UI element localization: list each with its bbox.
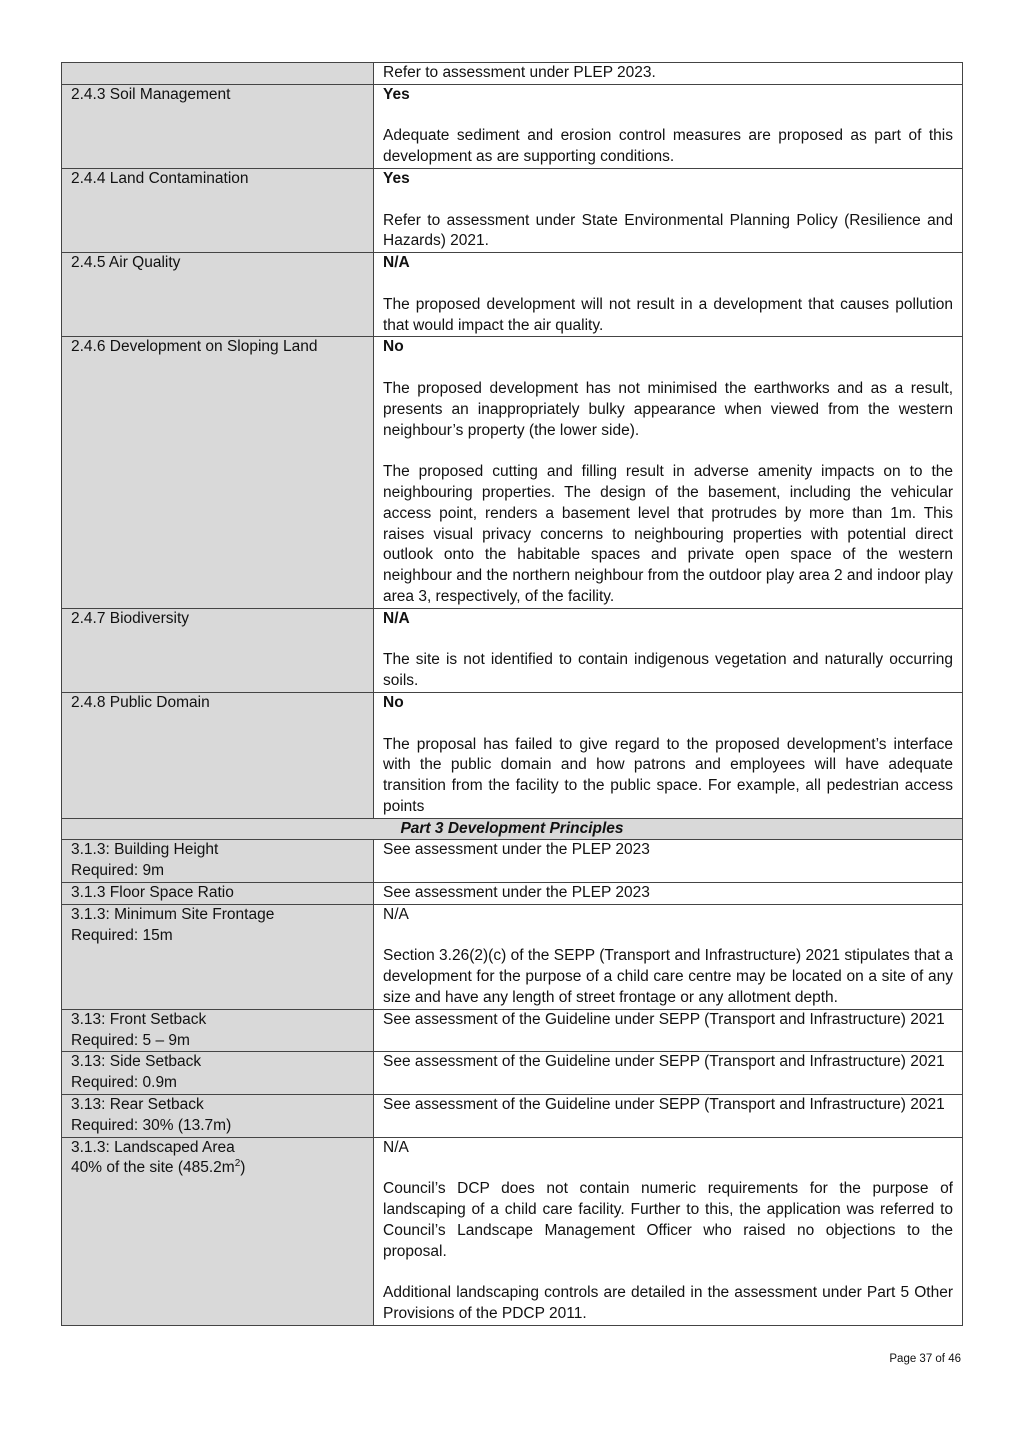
table-row bbox=[62, 253, 963, 337]
control-label: 3.1.3: Building Height bbox=[71, 841, 219, 859]
table-row bbox=[62, 883, 963, 905]
assessment-text: See assessment of the Guideline under SEPP (Transport and Infrastructure) 2021 bbox=[383, 1010, 945, 1028]
compliance-status: Yes bbox=[383, 85, 410, 103]
compliance-status: No bbox=[383, 693, 404, 711]
assessment-cell bbox=[374, 840, 963, 883]
page-number: Page 37 of 46 bbox=[889, 1353, 961, 1365]
assessment-text: See assessment of the Guideline under SEPP (Transport and Infrastructure) 2021 bbox=[383, 1096, 945, 1114]
control-requirement: Required: 15m bbox=[71, 926, 173, 944]
control-cell bbox=[62, 1009, 374, 1052]
control-cell bbox=[62, 1052, 374, 1095]
control-requirement: Required: 9m bbox=[71, 862, 165, 880]
assessment-text: The proposed development will not result in a development that causes pollution that would impact the air quality. bbox=[383, 295, 953, 334]
assessment-text: See assessment of the Guideline under SEPP (Transport and Infrastructure) 2021 bbox=[383, 1053, 945, 1071]
assessment-cell bbox=[374, 883, 963, 905]
assessment-text: Council’s DCP does not contain numeric requirements for the purpose of landscaping of a child care facility. Further to this, the application was referred to Council’s Landscape Management Officer who raised no objections to the proposal. bbox=[383, 1180, 953, 1260]
assessment-text: N/A bbox=[383, 1138, 409, 1156]
control-cell bbox=[62, 904, 374, 1009]
assessment-text: The site is not identified to contain indigenous vegetation and naturally occurring soils. bbox=[383, 651, 953, 690]
control-label: 3.13: Side Setback bbox=[71, 1053, 202, 1071]
assessment-cell bbox=[374, 692, 963, 818]
assessment-text: See assessment under the PLEP 2023 bbox=[383, 841, 650, 859]
assessment-text: Section 3.26(2)(c) of the SEPP (Transport and Infrastructure) 2021 stipulates that a development for the purpose of a child care centre may be located on a site of any size and have any length of street frontage or any allotment depth. bbox=[383, 947, 953, 1007]
assessment-cell bbox=[374, 253, 963, 337]
assessment-cell bbox=[374, 904, 963, 1009]
control-label: 2.4.8 Public Domain bbox=[71, 693, 210, 711]
assessment-cell bbox=[374, 337, 963, 608]
assessment-text: N/A bbox=[383, 905, 409, 923]
table-row bbox=[62, 1009, 963, 1052]
assessment-cell bbox=[374, 63, 963, 85]
assessment-text: See assessment under the PLEP 2023 bbox=[383, 884, 650, 902]
table-row bbox=[62, 84, 963, 168]
control-cell bbox=[62, 840, 374, 883]
table-row bbox=[62, 904, 963, 1009]
control-cell bbox=[62, 883, 374, 905]
control-cell bbox=[62, 337, 374, 608]
assessment-table bbox=[61, 62, 963, 1326]
table-row bbox=[62, 1137, 963, 1325]
table-row bbox=[62, 168, 963, 252]
assessment-text: The proposal has failed to give regard to the proposed development’s interface with the public domain and how patrons and employees will have adequate transition from the facility to the public space. For example, all pedestrian access points bbox=[383, 735, 953, 815]
control-requirement: Required: 0.9m bbox=[71, 1074, 177, 1092]
assessment-text: Refer to assessment under PLEP 2023. bbox=[383, 64, 656, 81]
table-row bbox=[62, 63, 963, 85]
control-cell bbox=[62, 84, 374, 168]
table-row bbox=[62, 1052, 963, 1095]
control-requirement: 40% of the site $(485.2m^2)$ bbox=[71, 1158, 246, 1177]
control-label: 2.4.6 Development on Sloping Land bbox=[71, 338, 318, 356]
assessment-cell bbox=[374, 1009, 963, 1052]
control-requirement: Required: 30% (13.7m) bbox=[71, 1116, 232, 1134]
control-label: 3.13: Rear Setback bbox=[71, 1096, 204, 1114]
control-cell bbox=[62, 253, 374, 337]
control-cell bbox=[62, 1095, 374, 1138]
table-row bbox=[62, 608, 963, 692]
assessment-cell bbox=[374, 1052, 963, 1095]
assessment-text: Refer to assessment under State Environmental Planning Policy (Resilience and Hazards) 2021. bbox=[383, 211, 953, 250]
table-row bbox=[62, 692, 963, 818]
control-label: 2.4.3 Soil Management bbox=[71, 85, 231, 103]
control-requirement: Required: 5 – 9m bbox=[71, 1031, 190, 1049]
assessment-cell bbox=[374, 84, 963, 168]
control-cell bbox=[62, 608, 374, 692]
compliance-status: N/A bbox=[383, 254, 410, 272]
compliance-status: N/A bbox=[383, 609, 410, 627]
section-heading: Part 3 Development Principles bbox=[62, 818, 963, 840]
control-label: 3.1.3: Minimum Site Frontage bbox=[71, 905, 275, 923]
section-heading-row bbox=[62, 818, 963, 840]
table-row bbox=[62, 1095, 963, 1138]
assessment-cell bbox=[374, 608, 963, 692]
table-row bbox=[62, 337, 963, 608]
control-label: 2.4.5 Air Quality bbox=[71, 254, 181, 272]
table-row bbox=[62, 840, 963, 883]
assessment-text: Adequate sediment and erosion control measures are proposed as part of this development as are supporting conditions. bbox=[383, 127, 953, 166]
control-cell bbox=[62, 168, 374, 252]
assessment-text: The proposed development has not minimised the earthworks and as a result, presents an inappropriately bulky appearance when viewed from the western neighbour’s property (the lower side). bbox=[383, 379, 953, 439]
control-cell bbox=[62, 692, 374, 818]
assessment-text: The proposed cutting and filling result in adverse amenity impacts on to the neighbouring properties. The design of the basement, including the vehicular access point, renders a basement level that protrudes by more than 1m. This raises visual privacy concerns to neighbouring properties with potential direct outlook onto the habitable spaces and private open space of the western neighbour and the northern neighbour from the outdoor play area 2 and indoor play area 3, respectively, of the facility. bbox=[383, 463, 953, 605]
control-label: 3.1.3: Landscaped Area bbox=[71, 1138, 235, 1156]
control-label: 2.4.4 Land Contamination bbox=[71, 169, 249, 187]
compliance-status: No bbox=[383, 338, 404, 356]
compliance-status: Yes bbox=[383, 169, 410, 187]
assessment-cell bbox=[374, 1137, 963, 1325]
control-cell bbox=[62, 1137, 374, 1325]
control-label: 3.13: Front Setback bbox=[71, 1010, 207, 1028]
assessment-cell bbox=[374, 1095, 963, 1138]
control-cell bbox=[62, 63, 374, 85]
assessment-text: Additional landscaping controls are detailed in the assessment under Part 5 Other Provisions of the PDCP 2011. bbox=[383, 1284, 953, 1323]
assessment-cell bbox=[374, 168, 963, 252]
control-label: 3.1.3 Floor Space Ratio bbox=[71, 884, 234, 902]
control-label: 2.4.7 Biodiversity bbox=[71, 609, 190, 627]
